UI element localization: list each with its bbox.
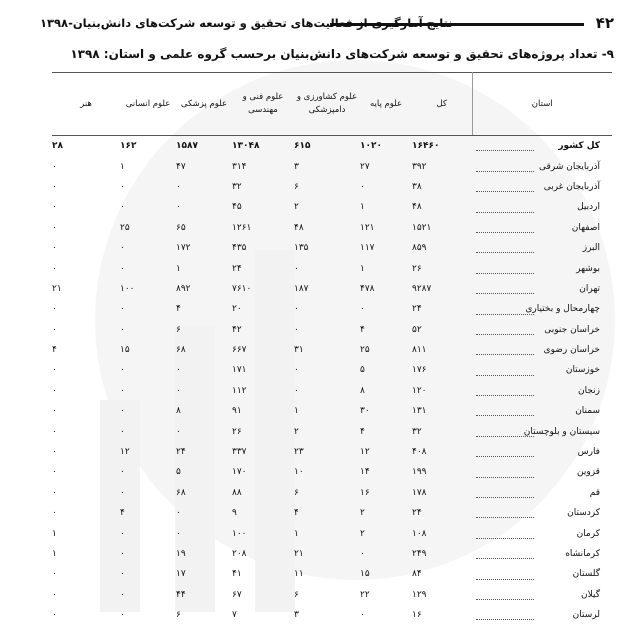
value-cell: ۶ bbox=[294, 585, 360, 605]
value-cell: ۰ bbox=[294, 299, 360, 319]
value-cell: ۰ bbox=[120, 360, 176, 380]
value-cell: ۲ bbox=[294, 197, 360, 217]
province-name: لرستان bbox=[573, 610, 600, 620]
value-cell: ۰ bbox=[52, 156, 120, 176]
province-name: فارس bbox=[578, 447, 600, 457]
column-header: علوم پزشکی bbox=[176, 73, 232, 136]
table-row bbox=[52, 238, 612, 258]
value-cell: ۵ bbox=[176, 462, 232, 482]
province-cell bbox=[472, 156, 612, 176]
value-cell: ۱۲ bbox=[360, 442, 412, 462]
province-name: تهران bbox=[579, 284, 600, 294]
table-row bbox=[52, 483, 612, 503]
value-cell: ۱۹۹ bbox=[412, 462, 472, 482]
value-cell: ۶۷ bbox=[232, 585, 294, 605]
value-cell: ۰ bbox=[294, 360, 360, 380]
column-header: علوم انسانی bbox=[120, 73, 176, 136]
column-header: هنر bbox=[52, 73, 120, 136]
value-cell: ۰ bbox=[294, 381, 360, 401]
table-row bbox=[52, 177, 612, 197]
value-cell: ۲۶ bbox=[232, 421, 294, 441]
value-cell: ۱ bbox=[52, 544, 120, 564]
province-name: زنجان bbox=[578, 386, 600, 396]
value-cell: ۰ bbox=[294, 258, 360, 278]
value-cell: ۰ bbox=[52, 177, 120, 197]
dot-leader bbox=[476, 497, 534, 498]
value-cell: ۴ bbox=[176, 299, 232, 319]
value-cell: ۰ bbox=[52, 360, 120, 380]
value-cell: ۳۳۷ bbox=[232, 442, 294, 462]
value-cell: ۰ bbox=[52, 401, 120, 421]
value-cell: ۰ bbox=[176, 177, 232, 197]
province-name: قزوین bbox=[577, 467, 600, 477]
table-row bbox=[52, 258, 612, 278]
province-cell bbox=[472, 299, 612, 319]
value-cell: ۱ bbox=[360, 258, 412, 278]
value-cell: ۰ bbox=[52, 442, 120, 462]
value-cell: ۱ bbox=[52, 523, 120, 543]
table-row bbox=[52, 218, 612, 238]
value-cell: ۱۰ bbox=[294, 462, 360, 482]
value-cell: ۸۱۱ bbox=[412, 340, 472, 360]
value-cell: ۳۹۲ bbox=[412, 156, 472, 176]
value-cell: ۴۷۸ bbox=[360, 279, 412, 299]
value-cell: ۱۹ bbox=[176, 544, 232, 564]
value-cell: ۹۲۸۷ bbox=[412, 279, 472, 299]
value-cell: ۰ bbox=[176, 421, 232, 441]
value-cell: ۲۱ bbox=[294, 544, 360, 564]
value-cell: ۰ bbox=[52, 483, 120, 503]
value-cell: ۲ bbox=[360, 523, 412, 543]
value-cell: ۰ bbox=[120, 238, 176, 258]
value-cell: ۴ bbox=[360, 320, 412, 340]
value-cell: ۲۰ bbox=[232, 299, 294, 319]
value-cell: ۲۵ bbox=[120, 218, 176, 238]
value-cell: ۷۶۱۰ bbox=[232, 279, 294, 299]
value-cell: ۰ bbox=[52, 320, 120, 340]
province-cell bbox=[472, 483, 612, 503]
value-cell: ۱۱ bbox=[294, 564, 360, 584]
table-row bbox=[52, 197, 612, 217]
value-cell: ۱۶۲ bbox=[120, 136, 176, 157]
province-cell bbox=[472, 544, 612, 564]
dot-leader bbox=[476, 375, 534, 376]
value-cell: ۱ bbox=[294, 523, 360, 543]
value-cell: ۰ bbox=[360, 605, 412, 625]
column-header: کل bbox=[412, 73, 472, 136]
province-cell bbox=[472, 462, 612, 482]
column-header: علوم فنی و مهندسی bbox=[232, 73, 294, 136]
province-name: سمنان bbox=[575, 406, 600, 416]
table-row bbox=[52, 523, 612, 543]
table-row bbox=[52, 360, 612, 380]
value-cell: ۶۸ bbox=[176, 340, 232, 360]
value-cell: ۱۲۰ bbox=[412, 381, 472, 401]
value-cell: ۰ bbox=[120, 544, 176, 564]
page-number: ۴۲ bbox=[596, 14, 614, 32]
value-cell: ۰ bbox=[120, 483, 176, 503]
value-cell: ۱۷۶ bbox=[412, 360, 472, 380]
value-cell: ۴۵ bbox=[232, 197, 294, 217]
value-cell: ۷ bbox=[232, 605, 294, 625]
table-row bbox=[52, 279, 612, 299]
value-cell: ۱۶ bbox=[360, 483, 412, 503]
value-cell: ۰ bbox=[52, 218, 120, 238]
value-cell: ۰ bbox=[176, 381, 232, 401]
province-name: سیستان و بلوچستان bbox=[524, 427, 600, 437]
value-cell: ۴ bbox=[52, 340, 120, 360]
value-cell: ۲۵ bbox=[360, 340, 412, 360]
dot-leader bbox=[476, 150, 534, 151]
value-cell: ۰ bbox=[120, 462, 176, 482]
value-cell: ۴۲ bbox=[232, 320, 294, 340]
value-cell: ۲ bbox=[294, 421, 360, 441]
value-cell: ۰ bbox=[120, 605, 176, 625]
province-name: کرمانشاه bbox=[565, 549, 600, 559]
value-cell: ۸۹۲ bbox=[176, 279, 232, 299]
dot-leader bbox=[476, 436, 534, 437]
province-name: آذربایجان غربی bbox=[544, 182, 600, 192]
value-cell: ۰ bbox=[52, 462, 120, 482]
value-cell: ۱۱۷ bbox=[360, 238, 412, 258]
value-cell: ۶ bbox=[294, 483, 360, 503]
value-cell: ۲۴ bbox=[176, 442, 232, 462]
province-name: گیلان bbox=[581, 590, 600, 600]
dot-leader bbox=[476, 517, 534, 518]
value-cell: ۶ bbox=[294, 177, 360, 197]
value-cell: ۱۶۴۶۰ bbox=[412, 136, 472, 157]
dot-leader bbox=[476, 232, 534, 233]
value-cell: ۰ bbox=[52, 503, 120, 523]
dot-leader bbox=[476, 293, 534, 294]
value-cell: ۱۰۰ bbox=[120, 279, 176, 299]
province-cell bbox=[472, 401, 612, 421]
value-cell: ۴ bbox=[120, 503, 176, 523]
province-cell bbox=[472, 564, 612, 584]
value-cell: ۰ bbox=[52, 564, 120, 584]
table-row bbox=[52, 564, 612, 584]
value-cell: ۰ bbox=[52, 197, 120, 217]
value-cell: ۰ bbox=[294, 320, 360, 340]
table-row bbox=[52, 503, 612, 523]
value-cell: ۱۲ bbox=[120, 442, 176, 462]
value-cell: ۳ bbox=[294, 605, 360, 625]
province-name: خراسان جنوبی bbox=[544, 325, 600, 335]
value-cell: ۴۷ bbox=[176, 156, 232, 176]
value-cell: ۹۱ bbox=[232, 401, 294, 421]
data-table bbox=[52, 72, 612, 625]
province-name: گلستان bbox=[573, 569, 600, 579]
header-rule bbox=[330, 23, 584, 26]
column-header: علوم کشاورزی و دامپزشکی bbox=[294, 73, 360, 136]
value-cell: ۲۶ bbox=[412, 258, 472, 278]
value-cell: ۱۳۰۴۸ bbox=[232, 136, 294, 157]
value-cell: ۲۴ bbox=[412, 299, 472, 319]
value-cell: ۴۰۸ bbox=[412, 442, 472, 462]
value-cell: ۰ bbox=[52, 421, 120, 441]
province-name: البرز bbox=[583, 243, 600, 253]
value-cell: ۰ bbox=[120, 585, 176, 605]
table-body bbox=[52, 136, 612, 625]
province-cell bbox=[472, 503, 612, 523]
value-cell: ۲۴۹ bbox=[412, 544, 472, 564]
value-cell: ۲ bbox=[360, 503, 412, 523]
table-title: ۹- تعداد پروژه‌های تحقیق و توسعه شرکت‌های دانش‌بنیان برحسب گروه علمی و استان: ۱۳۹۸ bbox=[70, 47, 614, 61]
value-cell: ۴۸ bbox=[294, 218, 360, 238]
table-row bbox=[52, 442, 612, 462]
dot-leader bbox=[476, 354, 534, 355]
value-cell: ۰ bbox=[52, 605, 120, 625]
value-cell: ۱۶ bbox=[412, 605, 472, 625]
value-cell: ۵۲ bbox=[412, 320, 472, 340]
value-cell: ۳۱۴ bbox=[232, 156, 294, 176]
value-cell: ۱۱۲ bbox=[232, 381, 294, 401]
dot-leader bbox=[476, 456, 534, 457]
value-cell: ۱۷۸ bbox=[412, 483, 472, 503]
value-cell: ۱۳۵ bbox=[294, 238, 360, 258]
value-cell: ۱۷۱ bbox=[232, 360, 294, 380]
table-header-row bbox=[52, 73, 612, 136]
province-name: کل کشور bbox=[558, 141, 600, 151]
table-row bbox=[52, 421, 612, 441]
value-cell: ۳۲ bbox=[412, 421, 472, 441]
province-cell bbox=[472, 177, 612, 197]
value-cell: ۰ bbox=[360, 177, 412, 197]
value-cell: ۰ bbox=[176, 503, 232, 523]
province-cell bbox=[472, 360, 612, 380]
value-cell: ۲۸ bbox=[52, 136, 120, 157]
province-cell bbox=[472, 585, 612, 605]
province-name: اردبیل bbox=[577, 202, 600, 212]
value-cell: ۴۴ bbox=[176, 585, 232, 605]
value-cell: ۰ bbox=[52, 585, 120, 605]
dot-leader bbox=[476, 619, 534, 620]
value-cell: ۰ bbox=[52, 258, 120, 278]
value-cell: ۱۰۰ bbox=[232, 523, 294, 543]
value-cell: ۴۳۵ bbox=[232, 238, 294, 258]
province-name: آذربایجان شرقی bbox=[539, 162, 600, 172]
value-cell: ۰ bbox=[120, 401, 176, 421]
value-cell: ۸ bbox=[176, 401, 232, 421]
value-cell: ۱۷۲ bbox=[176, 238, 232, 258]
dot-leader bbox=[476, 599, 534, 600]
value-cell: ۰ bbox=[120, 258, 176, 278]
value-cell: ۲۴ bbox=[412, 503, 472, 523]
value-cell: ۸۸ bbox=[232, 483, 294, 503]
province-cell bbox=[472, 340, 612, 360]
value-cell: ۲۲ bbox=[360, 585, 412, 605]
value-cell: ۹ bbox=[232, 503, 294, 523]
value-cell: ۰ bbox=[120, 320, 176, 340]
province-name: بوشهر bbox=[576, 264, 600, 274]
value-cell: ۴۸ bbox=[412, 197, 472, 217]
value-cell: ۳۰ bbox=[360, 401, 412, 421]
dot-leader bbox=[476, 252, 534, 253]
value-cell: ۴ bbox=[360, 421, 412, 441]
value-cell: ۱۴ bbox=[360, 462, 412, 482]
value-cell: ۱۵ bbox=[360, 564, 412, 584]
value-cell: ۰ bbox=[120, 564, 176, 584]
value-cell: ۱۸۷ bbox=[294, 279, 360, 299]
value-cell: ۱ bbox=[176, 258, 232, 278]
province-cell bbox=[472, 320, 612, 340]
value-cell: ۵ bbox=[360, 360, 412, 380]
value-cell: ۱۲۹ bbox=[412, 585, 472, 605]
province-cell bbox=[472, 197, 612, 217]
value-cell: ۸۵۹ bbox=[412, 238, 472, 258]
value-cell: ۱۵۸۷ bbox=[176, 136, 232, 157]
value-cell: ۱ bbox=[294, 401, 360, 421]
value-cell: ۱۵ bbox=[120, 340, 176, 360]
value-cell: ۰ bbox=[360, 544, 412, 564]
dot-leader bbox=[476, 212, 534, 213]
province-name: چهارمحال و بختیاری bbox=[525, 304, 600, 314]
value-cell: ۶۱۵ bbox=[294, 136, 360, 157]
table-row bbox=[52, 340, 612, 360]
value-cell: ۴ bbox=[294, 503, 360, 523]
table-row bbox=[52, 299, 612, 319]
value-cell: ۰ bbox=[176, 197, 232, 217]
province-cell bbox=[472, 218, 612, 238]
province-name: قم bbox=[590, 488, 600, 498]
column-header: علوم پایه bbox=[360, 73, 412, 136]
province-cell bbox=[472, 381, 612, 401]
province-cell bbox=[472, 279, 612, 299]
dot-leader bbox=[476, 395, 534, 396]
dot-leader bbox=[476, 314, 534, 315]
value-cell: ۳ bbox=[294, 156, 360, 176]
value-cell: ۸۴ bbox=[412, 564, 472, 584]
province-cell bbox=[472, 523, 612, 543]
value-cell: ۰ bbox=[176, 523, 232, 543]
value-cell: ۱۵۲۱ bbox=[412, 218, 472, 238]
value-cell: ۰ bbox=[176, 360, 232, 380]
value-cell: ۰ bbox=[120, 177, 176, 197]
value-cell: ۲۰۸ bbox=[232, 544, 294, 564]
value-cell: ۳۱ bbox=[294, 340, 360, 360]
province-cell bbox=[472, 442, 612, 462]
value-cell: ۳۲ bbox=[232, 177, 294, 197]
dot-leader bbox=[476, 477, 534, 478]
dot-leader bbox=[476, 273, 534, 274]
province-name: کرمان bbox=[577, 529, 600, 539]
table-row bbox=[52, 605, 612, 625]
province-name: کردستان bbox=[567, 508, 600, 518]
value-cell: ۶۸ bbox=[176, 483, 232, 503]
dot-leader bbox=[476, 538, 534, 539]
table-row bbox=[52, 401, 612, 421]
value-cell: ۰ bbox=[120, 381, 176, 401]
table-row bbox=[52, 462, 612, 482]
value-cell: ۱۲۶۱ bbox=[232, 218, 294, 238]
province-cell bbox=[472, 136, 612, 157]
value-cell: ۸ bbox=[360, 381, 412, 401]
table-row bbox=[52, 585, 612, 605]
value-cell: ۰ bbox=[120, 523, 176, 543]
value-cell: ۱۰۲۰ bbox=[360, 136, 412, 157]
dot-leader bbox=[476, 579, 534, 580]
table-row-total bbox=[52, 136, 612, 157]
column-header: استان bbox=[472, 73, 612, 136]
value-cell: ۰ bbox=[52, 381, 120, 401]
value-cell: ۱ bbox=[360, 197, 412, 217]
value-cell: ۰ bbox=[360, 299, 412, 319]
province-name: اصفهان bbox=[572, 223, 600, 233]
value-cell: ۲۴ bbox=[232, 258, 294, 278]
value-cell: ۰ bbox=[52, 299, 120, 319]
value-cell: ۳۸ bbox=[412, 177, 472, 197]
province-cell bbox=[472, 605, 612, 625]
value-cell: ۰ bbox=[120, 197, 176, 217]
value-cell: ۶ bbox=[176, 320, 232, 340]
province-cell bbox=[472, 258, 612, 278]
value-cell: ۱۲۱ bbox=[360, 218, 412, 238]
value-cell: ۶۶۷ bbox=[232, 340, 294, 360]
table-row bbox=[52, 156, 612, 176]
value-cell: ۱۳۱ bbox=[412, 401, 472, 421]
dot-leader bbox=[476, 191, 534, 192]
dot-leader bbox=[476, 558, 534, 559]
value-cell: ۴۱ bbox=[232, 564, 294, 584]
table-row bbox=[52, 381, 612, 401]
province-name: خراسان رضوی bbox=[544, 345, 600, 355]
value-cell: ۶ bbox=[176, 605, 232, 625]
value-cell: ۶۵ bbox=[176, 218, 232, 238]
table-row bbox=[52, 320, 612, 340]
value-cell: ۰ bbox=[120, 421, 176, 441]
dot-leader bbox=[476, 415, 534, 416]
value-cell: ۲۳ bbox=[294, 442, 360, 462]
page-header bbox=[40, 14, 614, 36]
value-cell: ۱۷۰ bbox=[232, 462, 294, 482]
dot-leader bbox=[476, 171, 534, 172]
value-cell: ۲۱ bbox=[52, 279, 120, 299]
value-cell: ۲۷ bbox=[360, 156, 412, 176]
value-cell: ۰ bbox=[120, 299, 176, 319]
province-cell bbox=[472, 238, 612, 258]
province-name: خوزستان bbox=[566, 365, 600, 375]
province-cell bbox=[472, 421, 612, 441]
value-cell: ۰ bbox=[52, 238, 120, 258]
value-cell: ۱۰۸ bbox=[412, 523, 472, 543]
table-row bbox=[52, 544, 612, 564]
dot-leader bbox=[476, 334, 534, 335]
value-cell: ۱ bbox=[120, 156, 176, 176]
value-cell: ۱۷ bbox=[176, 564, 232, 584]
running-title: نتایج آمارگیری از فعالیت‌های تحقیق و توسعه شرکت‌های دانش‌بنیان-۱۳۹۸ bbox=[40, 16, 453, 30]
